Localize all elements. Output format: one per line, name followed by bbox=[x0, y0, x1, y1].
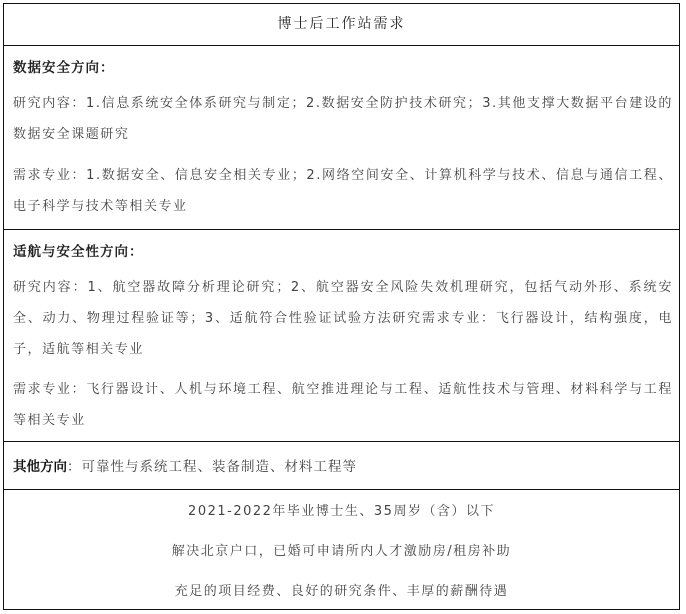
benefit-hukou-housing: 解决北京户口，已婚可申请所内人才激励房/租房补助 bbox=[171, 544, 512, 559]
section-other-directions bbox=[4, 442, 679, 490]
required-majors: 需求专业：飞行器设计、人机与环境工程、航空推进理论与工程、适航性技术与管理、材料科学与工程等相关专业 bbox=[13, 382, 673, 428]
requirements-table bbox=[3, 3, 680, 610]
benefits-section bbox=[4, 490, 679, 611]
benefit-eligibility: 2021-2022年毕业博士生、35周岁（含）以下 bbox=[188, 504, 495, 519]
research-content: 研究内容：1、航空器故障分析理论研究；2、航空器安全风险失效机理研究，包括气动外形、系统安全、动力、物理过程验证等；3、适航符合性验证试验方法研究需求专业：飞行器设计，结构强度，电子，适航等相关专业 bbox=[13, 280, 673, 357]
table-title: 博士后工作站需求 bbox=[277, 16, 406, 32]
benefit-funding-salary: 充足的项目经费、良好的研究条件、丰厚的薪酬待遇 bbox=[174, 584, 509, 599]
section-data-security bbox=[4, 46, 679, 230]
other-directions-line bbox=[13, 455, 357, 475]
section-heading: 数据安全方向： bbox=[13, 60, 115, 76]
section-heading: 适航与安全性方向： bbox=[13, 244, 144, 260]
other-directions-content: 可靠性与系统工程、装备制造、材料工程等 bbox=[81, 459, 357, 475]
other-directions-label: 其他方向 bbox=[13, 459, 67, 475]
other-directions-separator: ： bbox=[67, 459, 82, 475]
required-majors: 需求专业：1.数据安全、信息安全相关专业；2.网络空间安全、计算机科学与技术、信息与通信工程、电子科学与技术等相关专业 bbox=[13, 168, 673, 214]
section-airworthiness-safety bbox=[4, 230, 679, 442]
research-content: 研究内容：1.信息系统安全体系研究与制定；2.数据安全防护技术研究；3.其他支撑大数据平台建设的数据安全课题研究 bbox=[13, 96, 673, 142]
table-header-row bbox=[4, 4, 679, 46]
